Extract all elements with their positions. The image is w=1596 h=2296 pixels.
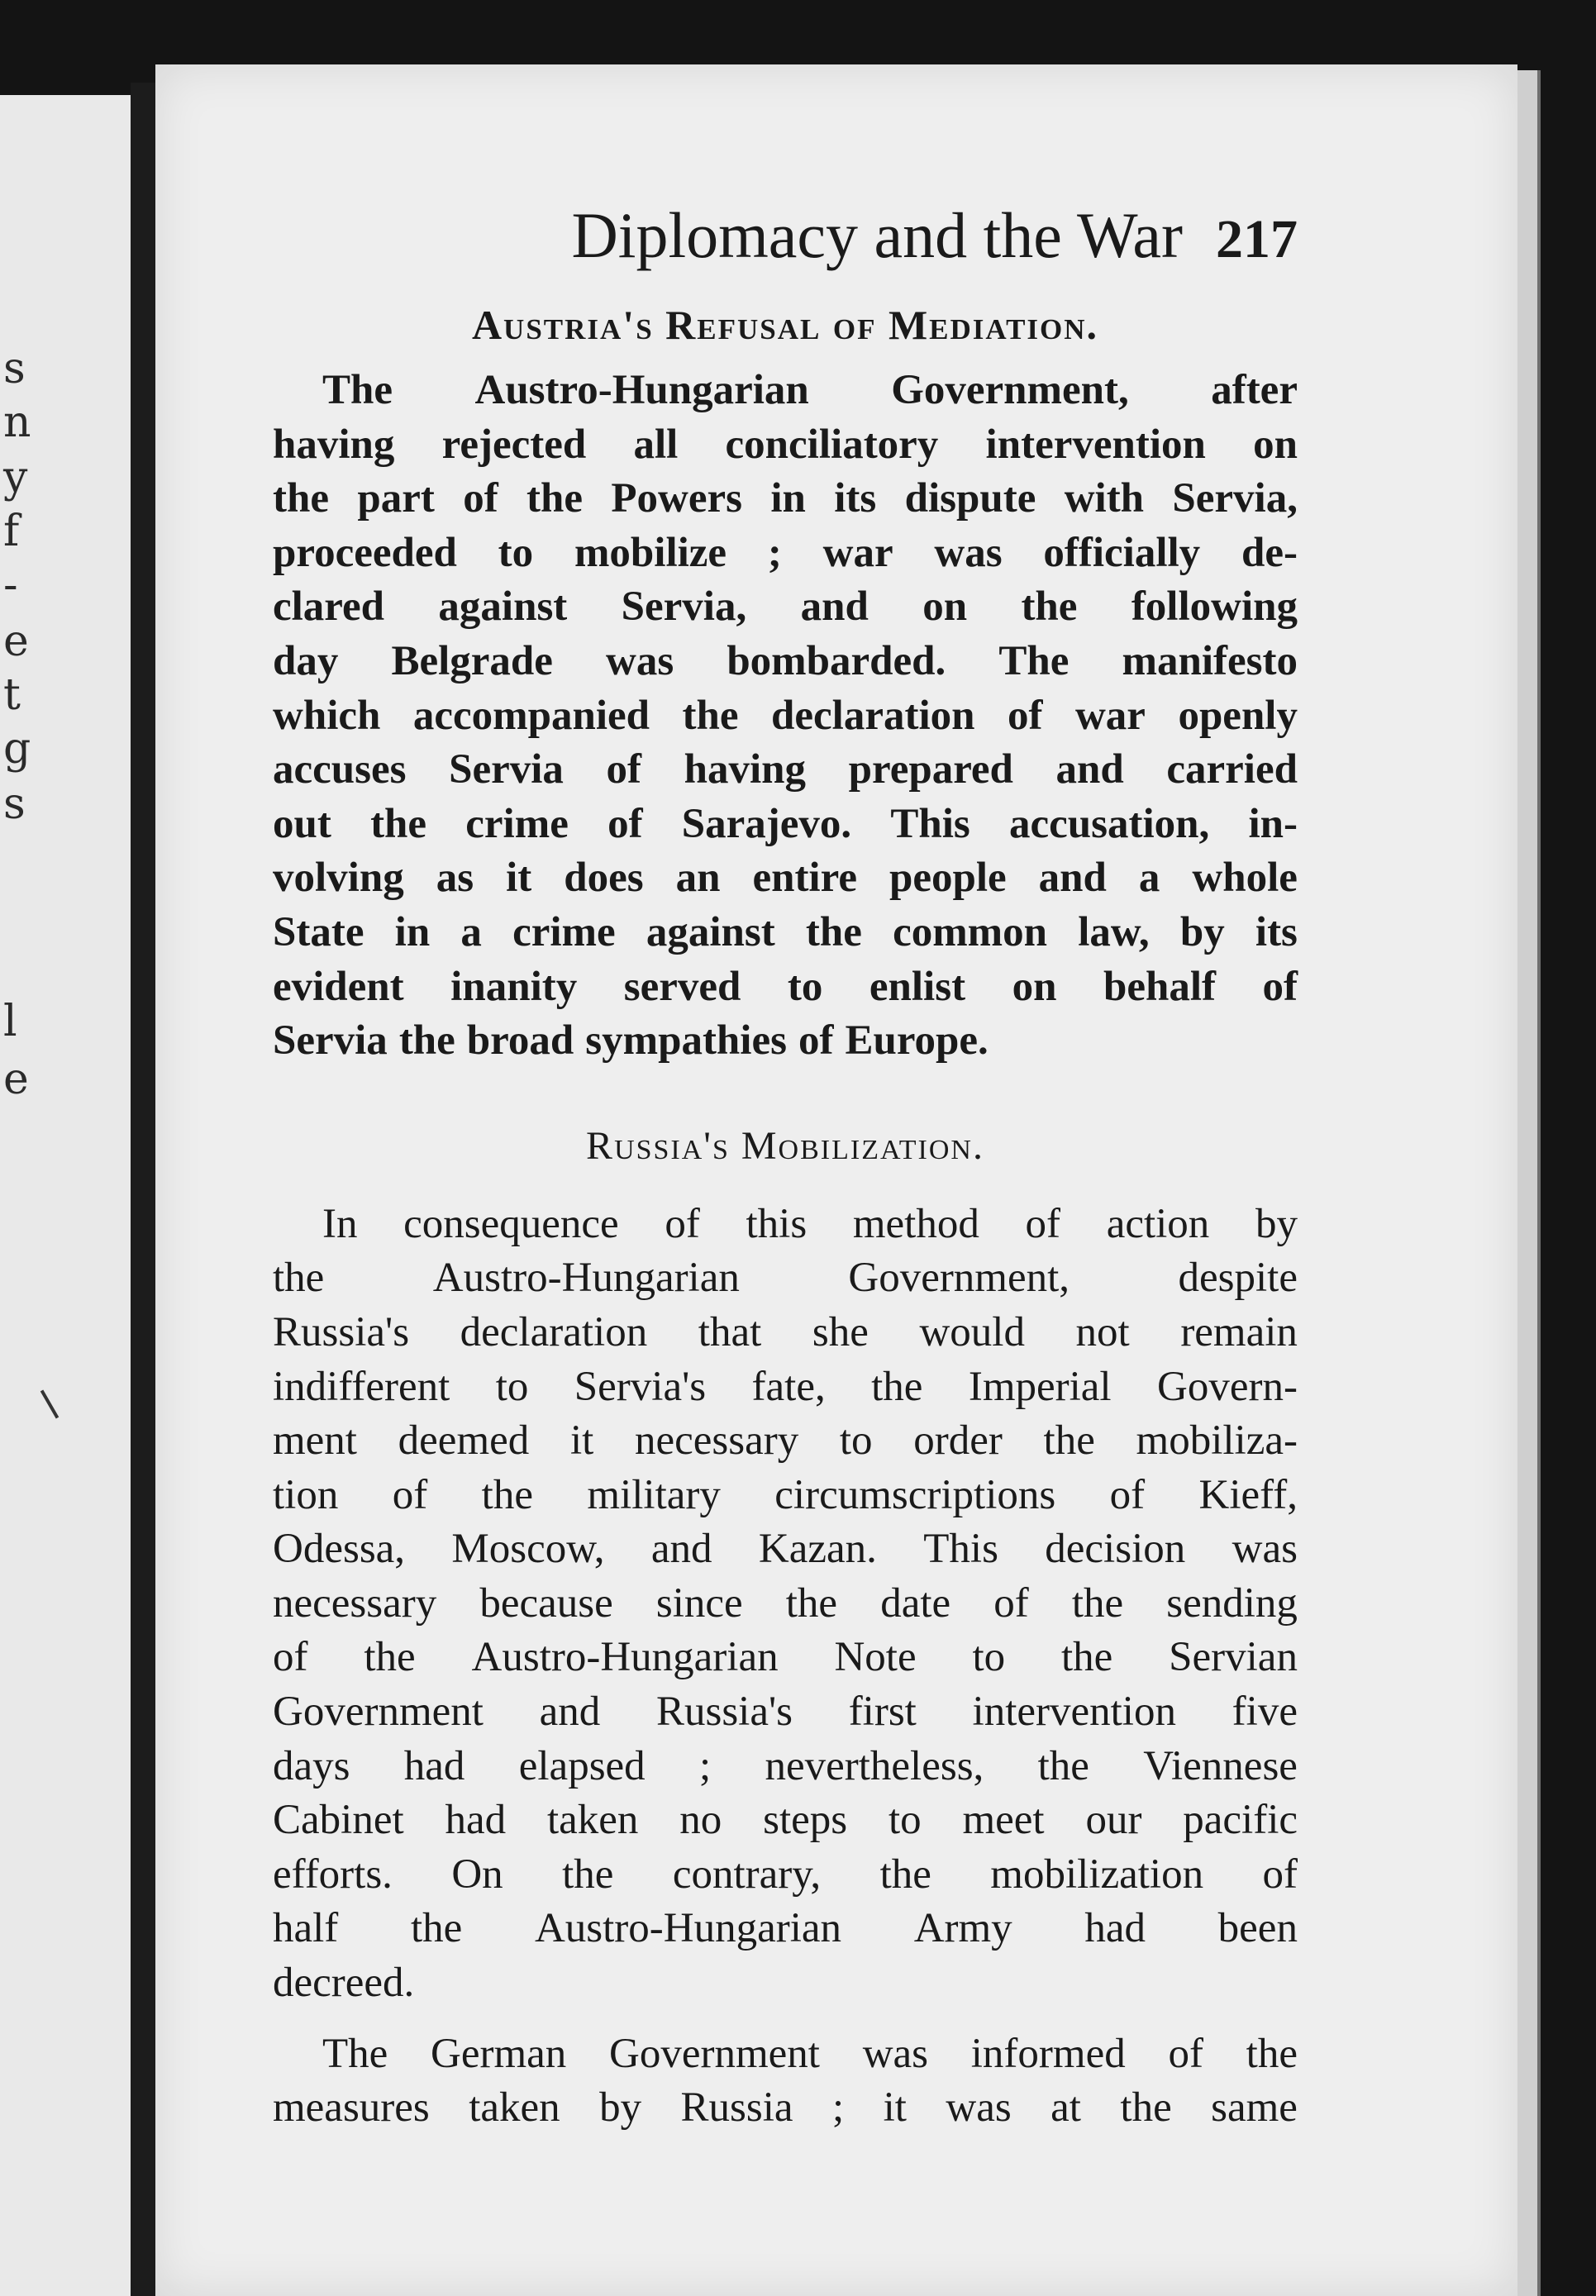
left-page-fragment: t (3, 670, 21, 720)
text-line: day Belgrade was bombarded. The manifesto (273, 637, 1298, 684)
text-line: efforts. On the contrary, the mobilization of (273, 1851, 1298, 1898)
text-line: of the Austro-Hungarian Note to the Servian (273, 1634, 1298, 1681)
text-line: proceeded to mobilize ; war was officially de- (273, 529, 1298, 576)
text-line: evident inanity served to enlist on behalf of (273, 963, 1298, 1010)
text-line: In consequence of this method of action by (322, 1200, 1298, 1247)
left-page-fragment: f (3, 507, 20, 556)
ink-mark (40, 1390, 59, 1419)
section-heading: Russia's Mobilization. (586, 1123, 984, 1168)
text-line: half the Austro-Hungarian Army had been (273, 1905, 1298, 1952)
text-line: Servia the broad sympathies of Europe. (273, 1017, 989, 1065)
text-line: clared against Servia, and on the following (273, 584, 1298, 631)
text-line: the Austro-Hungarian Government, despite (273, 1255, 1298, 1302)
paragraph (273, 2027, 1298, 2136)
text-line: The Austro-Hungarian Government, after (322, 367, 1298, 413)
text-line: accuses Servia of having prepared and carried (273, 746, 1298, 793)
text-line: Odessa, Moscow, and Kazan. This decision was (273, 1526, 1298, 1573)
left-page-fragment: g (3, 724, 31, 774)
text-line: days had elapsed ; nevertheless, the Viennese (273, 1742, 1298, 1789)
left-page (0, 95, 131, 2296)
running-title: Diplomacy and the War (571, 199, 1183, 271)
paragraph (273, 1198, 1298, 2011)
left-page-fragment: s (3, 344, 26, 393)
left-page-fragment: s (3, 779, 26, 829)
text-line: the part of the Powers in its dispute with Servia, (273, 475, 1298, 522)
text-line: tion of the military circumscriptions of Kieff, (273, 1471, 1298, 1518)
text-line: indifferent to Servia's fate, the Imperial Govern- (273, 1363, 1298, 1410)
text-line: The German Government was informed of the (322, 2030, 1298, 2077)
page-edge (1517, 70, 1537, 2296)
text-line: Government and Russia's first intervention five (273, 1689, 1298, 1736)
text-line: which accompanied the declaration of war openly (273, 692, 1298, 739)
text-line: Cabinet had taken no steps to meet our pacific (273, 1797, 1298, 1844)
paragraph (273, 364, 1298, 1069)
text-line: measures taken by Russia ; it was at the same (273, 2084, 1298, 2132)
running-header (273, 198, 1298, 288)
left-page-fragment: e (3, 617, 29, 666)
text-line: out the crime of Sarajevo. This accusation, in- (273, 800, 1298, 847)
left-page-fragment: e (3, 1055, 29, 1104)
section-heading: Austria's Refusal of Mediation. (471, 302, 1099, 348)
page-edge-line (1537, 70, 1541, 2296)
text-line: ment deemed it necessary to order the mobiliza- (273, 1417, 1298, 1465)
left-page-fragment: - (3, 560, 18, 610)
left-page-fragment: n (3, 398, 31, 447)
text-line: Russia's declaration that she would not remain (273, 1308, 1298, 1355)
text-line: volving as it does an entire people and a whole (273, 855, 1298, 902)
text-line: State in a crime against the common law, by its (273, 908, 1298, 955)
left-page-fragment: y (3, 453, 28, 503)
text-line: decreed. (273, 1960, 415, 2007)
page-number: 217 (1216, 209, 1298, 269)
text-line: having rejected all conciliatory intervention on (273, 421, 1298, 468)
text-line: necessary because since the date of the sending (273, 1579, 1298, 1627)
page-text (273, 198, 1298, 2136)
left-page-fragment: l (3, 997, 17, 1046)
book-gutter (131, 83, 155, 2296)
